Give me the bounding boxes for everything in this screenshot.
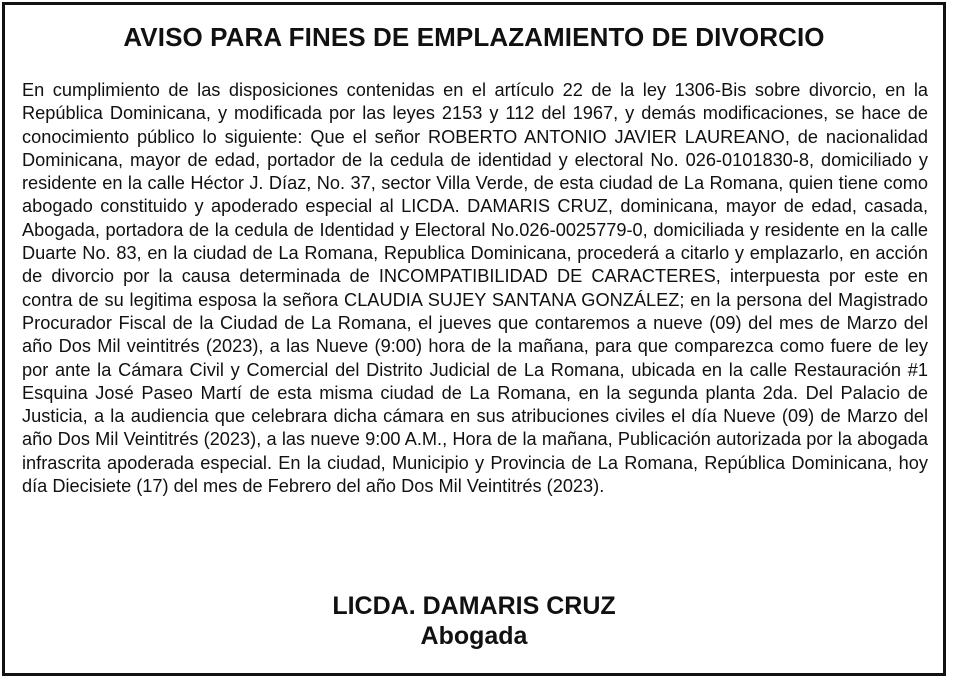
notice-body: En cumplimiento de las disposiciones contenidas en el artículo 22 de la ley 1306-Bis sobre divorcio, en la República Dominicana, y modificada por las leyes 2153 y 112 del 1967, y demás modificaciones, se hace de conocimiento público lo siguiente: Que el señor ROBERTO ANTONIO JAVIER LAUREANO, de nacionalidad Dominicana, mayor de edad, portador de la cedula de identidad y electoral No. 026-0101830-8, domiciliado y residente en la calle Héctor J. Díaz, No. 37, sector Villa Verde, de esta ciudad de La Romana, quien tiene como abogado constituido y apoderado especial al LICDA. DAMARIS CRUZ, dominicana, mayor de edad, casada, Abogada, portadora de la cedula de Identidad y Electoral No.026-0025779-0, domiciliada y residente en la calle Duarte No. 83, en la ciudad de La Romana, Republica Dominicana, procederá a citarlo y emplazarlo, en acción de divorcio por la causa determinada de INCOMPATIBILIDAD DE CARACTERES, interpuesta por este en contra de su legitima esposa la señora CLAUDIA SUJEY SANTANA GONZÁLEZ; en la persona del Magistrado Procurador Fiscal de la Ciudad de La Romana, el jueves que contaremos a nueve (09) del mes de Marzo del año Dos Mil veintitrés (2023), a las Nueve (9:00) hora de la mañana, para que comparezca como fuere de ley por ante la Cámara Civil y Comercial del Distrito Judicial de La Romana, ubicada en la calle Restauración #1 Esquina José Paseo Martí de esta misma ciudad de La Romana, en la segunda planta 2da. Del Palacio de Justicia, a la audiencia que celebrara dicha cámara en sus atribuciones civiles el día Nueve (09) de Marzo del año Dos Mil Veintitrés (2023), a las nueve 9:00 A.M., Hora de la mañana, Publicación autorizada por la abogada infrascrita apoderada especial. En la ciudad, Municipio y Provincia de La Romana, República Dominicana, hoy día Diecisiete (17) del mes de Febrero del año Dos Mil Veintitrés (2023). — [22, 80, 928, 497]
legal-notice — [2, 2, 946, 676]
signature-block — [5, 591, 943, 651]
notice-title: AVISO PARA FINES DE EMPLAZAMIENTO DE DIVORCIO — [123, 22, 825, 52]
signature-name: LICDA. DAMARIS CRUZ — [332, 592, 616, 620]
signature-title: Abogada — [420, 622, 528, 650]
